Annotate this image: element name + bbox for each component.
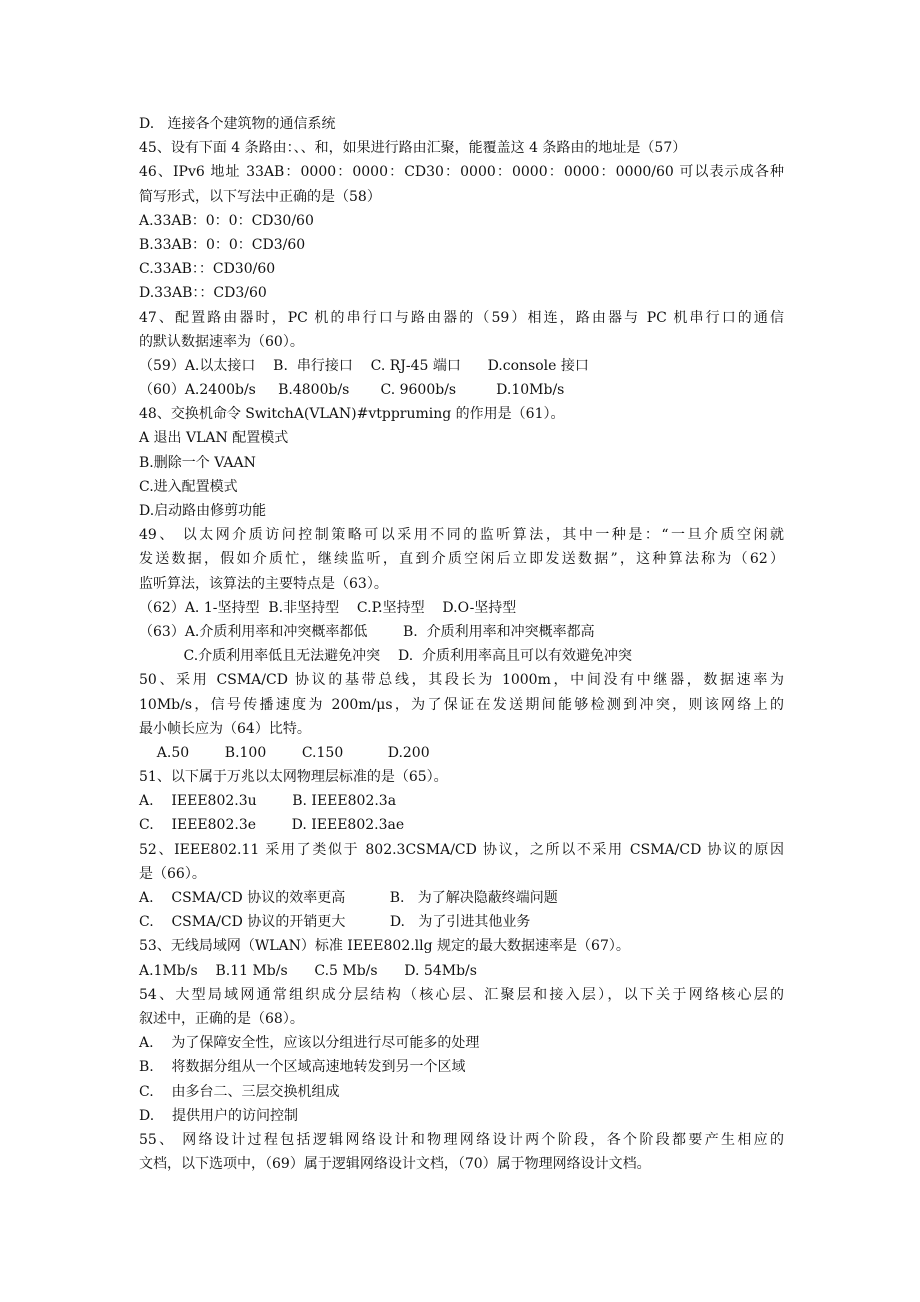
question-text-line: 发送数据，假如介质忙，继续监听，直到介质空闲后立即发送数据”，这种算法称为（62） — [139, 551, 784, 568]
option-text-line: （59）A.以太接口 B. 串行接口 C. RJ-45 端口 D.console 接口 — [139, 357, 589, 374]
option-text-line: C. IEEE802.3e D. IEEE802.3ae — [139, 817, 405, 834]
question-text-line: 51、以下属于万兆以太网物理层标准的是（65）。 — [139, 769, 448, 786]
document-page — [139, 112, 784, 1176]
question-text-line: 50、采用 CSMA/CD 协议的基带总线，其段长为 1000m，中间没有中继器，数据速率为 — [139, 672, 784, 689]
question-text-line: 10Mb/s，信号传播速度为 200m/μs，为了保证在发送期间能够检测到冲突，则该网络上的 — [139, 696, 784, 713]
question-text-line: 最小帧长应为（64）比特。 — [139, 720, 311, 737]
option-text-line: A 退出 VLAN 配置模式 — [139, 430, 289, 447]
option-text-line: （60）A.2400b/s B.4800b/s C. 9600b/s D.10Mb/s — [139, 382, 565, 399]
question-text-line: 52、IEEE802.11 采用了类似于 802.3CSMA/CD 协议，之所以不采用 CSMA/CD 协议的原因 — [139, 841, 784, 858]
option-text-line: B. 将数据分组从一个区域高速地转发到另一个区域 — [139, 1059, 466, 1076]
option-text-line: B.33AB：0：0：CD3/60 — [139, 236, 306, 253]
question-text-line: 文档，以下选项中，（69）属于逻辑网络设计文档，（70）属于物理网络设计文档。 — [139, 1156, 651, 1173]
question-text-line: 的默认数据速率为（60）。 — [139, 333, 304, 350]
question-text-line: 49、 以太网介质访问控制策略可以采用不同的监听算法，其中一种是：“一旦介质空闲就 — [139, 527, 784, 544]
question-text-line: 是（66）。 — [139, 865, 206, 882]
option-text-line: A.33AB：0：0：CD30/60 — [139, 212, 314, 229]
option-text-line: C.33AB：：CD30/60 — [139, 261, 276, 278]
option-text-line: A. 为了保障安全性，应该以分组进行尽可能多的处理 — [139, 1035, 480, 1052]
question-text-line: 55、 网络设计过程包括逻辑网络设计和物理网络设计两个阶段，各个阶段都要产生相应的 — [139, 1131, 784, 1148]
option-text-line: C. 由多台二、三层交换机组成 — [139, 1083, 340, 1100]
option-text-line: D.33AB：：CD3/60 — [139, 285, 267, 302]
question-text-line: 53、无线局域网（WLAN）标准 IEEE802.llg 规定的最大数据速率是（67）。 — [139, 938, 630, 955]
option-text-line: D. 连接各个建筑物的通信系统 — [139, 116, 336, 132]
option-text-line: A.50 B.100 C.150 D.200 — [139, 744, 430, 761]
option-text-line: A. IEEE802.3u B. IEEE802.3a — [139, 793, 397, 810]
question-text-line: 45、设有下面 4 条路由：、、和，如果进行路由汇聚，能覆盖这 4 条路由的地址是（57） — [139, 140, 687, 157]
option-text-line: B.删除一个 VAAN — [139, 454, 256, 471]
option-text-line: C.介质利用率低且无法避免冲突 D. 介质利用率高且可以有效避免冲突 — [139, 648, 633, 665]
question-text-line: 叙述中，正确的是（68）。 — [139, 1010, 304, 1027]
option-text-line: A. CSMA/CD 协议的效率更高 B. 为了解决隐蔽终端问题 — [139, 890, 558, 906]
option-text-line: D.启动路由修剪功能 — [139, 503, 267, 519]
question-text-line: 47、配置路由器时，PC 机的串行口与路由器的（59）相连，路由器与 PC 机串行口的通信 — [139, 309, 784, 326]
question-text-line: 46、IPv6 地址 33AB：0000：0000：CD30：0000：0000：0000：0000/60 可以表示成各种 — [139, 164, 784, 181]
option-text-line: （63）A.介质利用率和冲突概率都低 B. 介质利用率和冲突概率都高 — [139, 623, 595, 640]
option-text-line: D. 提供用户的访问控制 — [139, 1107, 298, 1124]
question-text-line: 监听算法，该算法的主要特点是（63）。 — [139, 575, 388, 592]
question-text-line: 48、交换机命令 SwitchA(VLAN)#vtppruming 的作用是（61）。 — [139, 406, 565, 423]
option-text-line: （62）A. 1-坚持型 B.非坚持型 C.P.坚持型 D.O-坚持型 — [139, 599, 517, 616]
option-text-line: C.进入配置模式 — [139, 478, 238, 495]
option-text-line: C. CSMA/CD 协议的开销更大 D. 为了引进其他业务 — [139, 914, 531, 931]
option-text-line: A.1Mb/s B.11 Mb/s C.5 Mb/s D. 54Mb/s — [139, 962, 477, 979]
question-text-line: 54、大型局域网通常组织成分层结构（核心层、汇聚层和接入层），以下关于网络核心层的 — [139, 986, 784, 1003]
question-text-line: 简写形式，以下写法中正确的是（58） — [139, 188, 381, 205]
